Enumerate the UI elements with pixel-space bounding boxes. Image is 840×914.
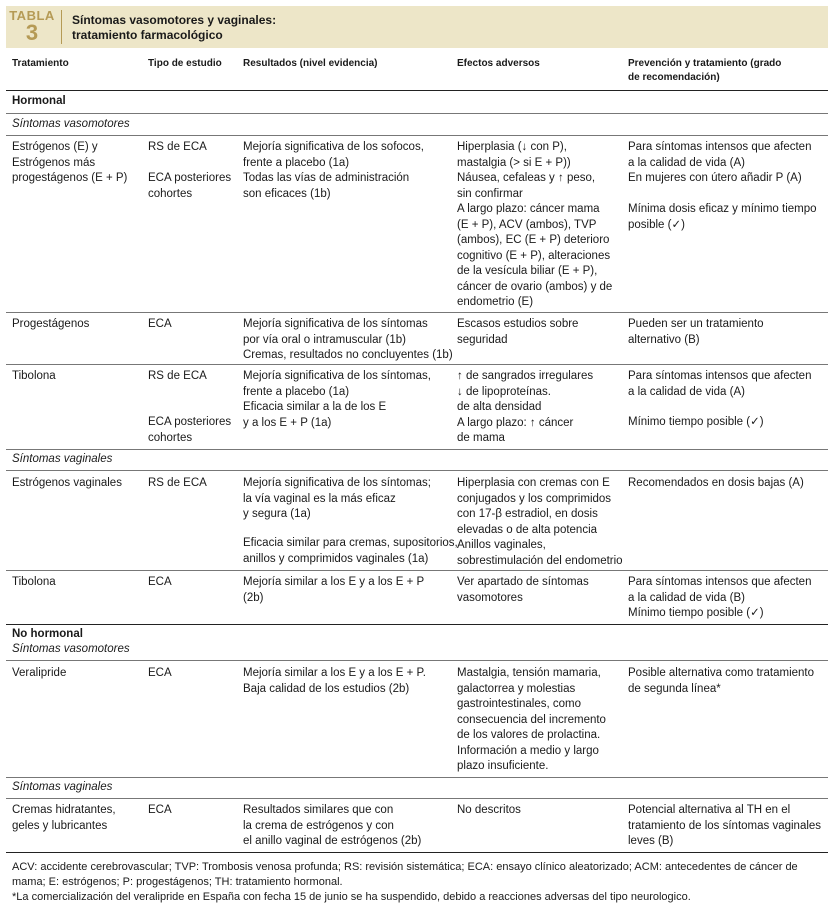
cell-line: Eficacia similar a la de los E [243, 401, 387, 413]
table-title-line: Síntomas vasomotores y vaginales: [72, 13, 277, 27]
cell-line: A largo plazo: ↑ cáncer [457, 416, 574, 429]
cell-line: anillos y comprimidos vaginales (1a) [243, 552, 429, 565]
cell-line: Cremas hidratantes, [12, 804, 116, 816]
cell-line: Resultados similares que con [243, 804, 394, 816]
cell-line: sobrestimulación del endometrio [457, 554, 623, 567]
row6-resultados [243, 666, 426, 697]
cell-line: cohortes [148, 187, 193, 200]
row4-resultados-b [243, 536, 458, 567]
row1-tipo-a: RS de ECA [148, 141, 207, 153]
subsection-vasomotores-2: Síntomas vasomotores [12, 643, 130, 655]
cell-line: Todas las vías de administración [243, 172, 410, 184]
cell-line: gastrointestinales, como [457, 698, 582, 710]
row1-tratamiento [12, 140, 127, 187]
row2-tratamiento: Progestágenos [12, 318, 90, 330]
cell-line: Escasos estudios sobre [457, 318, 579, 330]
row3-prevencion-a [628, 369, 811, 400]
table-title [72, 13, 276, 43]
cell-line: Mejoría significativa de los síntomas, [243, 370, 431, 382]
cell-line: elevadas o de alta potencia [457, 523, 598, 536]
row7-prevencion [628, 803, 821, 850]
row5-resultados [243, 575, 424, 606]
row1-resultados [243, 140, 424, 202]
cell-line: Mínimo tiempo posible (✓) [628, 607, 764, 619]
cell-line: Cremas, resultados no concluyentes (1b) [243, 349, 453, 361]
cell-line: Para síntomas intensos que afecten [628, 370, 812, 382]
cell-line: Pueden ser un tratamiento [628, 318, 764, 330]
table-label: TABLA [9, 8, 55, 23]
row5-efectos [457, 575, 589, 606]
cell-line: galactorrea y molestias [457, 682, 576, 695]
cell-line: el anillo vaginal de estrógenos (2b) [243, 835, 422, 847]
cell-line: Ver apartado de síntomas [457, 576, 589, 588]
row5-tipo: ECA [148, 576, 172, 588]
row4-prevencion: Recomendados en dosis bajas (A) [628, 477, 804, 489]
cell-line: Potencial alternativa al TH en el [628, 804, 791, 816]
row-rule [6, 449, 828, 450]
cell-line: Mínima dosis eficaz y mínimo tiempo [628, 203, 817, 215]
row6-tratamiento: Veralipride [12, 667, 67, 679]
row3-tipo-a: RS de ECA [148, 370, 207, 382]
row5-prevencion [628, 575, 811, 622]
cell-line: de los valores de prolactina. [457, 729, 601, 741]
cell-line: la crema de estrógenos y con [243, 819, 394, 832]
cell-line: tratamiento de los síntomas vaginales [628, 819, 822, 832]
cell-line: endometrio (E) [457, 296, 534, 308]
cell-line: ↓ de lipoproteínas. [457, 385, 551, 398]
column-header-line: Prevención y tratamiento (grado [628, 58, 782, 69]
cell-line: Mastalgia, tensión mamaria, [457, 667, 601, 679]
subsection-vasomotores: Síntomas vasomotores [12, 118, 130, 130]
cell-line: Baja calidad de los estudios (2b) [243, 682, 410, 695]
cell-line: por vía oral o intramuscular (1b) [243, 333, 406, 346]
footnote-line: mama; E: estrógenos; P: progestágenos; TH: tratamiento hormonal. [12, 876, 343, 888]
row7-tipo: ECA [148, 804, 172, 816]
row-rule [6, 660, 828, 661]
cell-line: de mama [457, 432, 505, 444]
row-rule [6, 364, 828, 365]
cell-line: Hiperplasia con cremas con E [457, 477, 610, 489]
cell-line: Para síntomas intensos que afecten [628, 576, 812, 588]
row1-tipo-b [148, 171, 231, 202]
table-bottom-rule [6, 852, 828, 853]
cell-line: ECA posteriores [148, 416, 232, 428]
cell-line: Náusea, cefaleas y ↑ peso, [457, 172, 596, 184]
cell-line: y a los E + P (1a) [243, 416, 332, 429]
cell-line: (ambos), EC (E + P) deterioro [457, 234, 610, 246]
column-header-tratamiento: Tratamiento [12, 58, 69, 69]
cell-line: ↑ de sangrados irregulares [457, 370, 594, 382]
cell-line: Hiperplasia (↓ con P), [457, 141, 567, 153]
column-header-tipo: Tipo de estudio [148, 58, 222, 69]
cell-line: de segunda línea* [628, 682, 721, 695]
cell-line: frente a placebo (1a) [243, 385, 350, 398]
cell-line: (2b) [243, 591, 264, 604]
row-rule [6, 135, 828, 136]
cell-line: Mejoría significativa de los síntomas [243, 318, 428, 330]
cell-line: mastalgia (> si E + P)) [457, 156, 571, 169]
row3-resultados [243, 369, 431, 431]
cell-line: geles y lubricantes [12, 819, 108, 832]
cell-line: cohortes [148, 431, 193, 444]
row7-resultados [243, 803, 421, 850]
cell-line: Anillos vaginales, [457, 539, 546, 551]
cell-line: En mujeres con útero añadir P (A) [628, 172, 802, 184]
table-title-line: tratamiento farmacológico [72, 28, 223, 42]
row3-tipo-b [148, 415, 231, 446]
cell-line: A largo plazo: cáncer mama [457, 203, 600, 215]
cell-line: Mejoría significativa de los sofocos, [243, 141, 424, 153]
row2-prevencion [628, 317, 764, 348]
row1-efectos [457, 140, 612, 311]
subsection-vaginales-2: Síntomas vaginales [12, 781, 113, 793]
cell-line: vasomotores [457, 591, 523, 604]
cell-line: seguridad [457, 333, 508, 346]
row3-efectos [457, 369, 593, 447]
column-header-efectos: Efectos adversos [457, 58, 540, 69]
cell-line: Estrógenos (E) y [12, 141, 98, 153]
row-rule [6, 470, 828, 471]
cell-line: posible (✓) [628, 218, 685, 231]
cell-line: Para síntomas intensos que afecten [628, 141, 812, 153]
row7-efectos: No descritos [457, 804, 521, 816]
cell-line: Posible alternativa como tratamiento [628, 667, 815, 679]
veralipride-footnote: *La comercialización del veralipride en España con fecha 15 de junio se ha suspendido, debido a reacciones adversas del tipo neurologico. [12, 891, 691, 903]
table-header-band [6, 6, 828, 48]
row-rule [6, 113, 828, 114]
cell-line: son eficaces (1b) [243, 187, 331, 200]
header-rule [6, 90, 828, 91]
cell-line: leves (B) [628, 835, 674, 847]
abbreviations-note [12, 860, 828, 890]
cell-line: Estrógenos más [12, 156, 96, 169]
cell-line: progestágenos (E + P) [12, 172, 128, 184]
section-hormonal: Hormonal [12, 95, 66, 107]
row4-tipo: RS de ECA [148, 477, 207, 489]
cell-line: y segura (1a) [243, 508, 311, 520]
table-number: 3 [25, 20, 39, 45]
cell-line: cognitivo (E + P), alteraciones [457, 249, 611, 262]
row7-tratamiento [12, 803, 116, 834]
cell-line: de la vesícula biliar (E + P), [457, 265, 598, 277]
cell-line: frente a placebo (1a) [243, 156, 350, 169]
cell-line: a la calidad de vida (A) [628, 385, 745, 398]
cell-line: a la calidad de vida (A) [628, 156, 745, 169]
cell-line: Eficacia similar para cremas, supositorios, [243, 537, 458, 549]
cell-line: a la calidad de vida (B) [628, 591, 745, 604]
subsection-vaginales: Síntomas vaginales [12, 453, 113, 465]
row1-prevencion-b [628, 202, 817, 233]
row-rule [6, 570, 828, 571]
row6-efectos [457, 666, 606, 775]
row4-efectos [457, 476, 623, 569]
cell-line: cáncer de ovario (ambos) y de [457, 280, 613, 293]
cell-line: (E + P), ACV (ambos), TVP [457, 218, 597, 231]
row6-tipo: ECA [148, 667, 172, 679]
row4-tratamiento: Estrógenos vaginales [12, 477, 122, 489]
cell-line: ECA posteriores [148, 172, 232, 184]
footnote-line: ACV: accidente cerebrovascular; TVP: Trombosis venosa profunda; RS: revisión sistemática; ECA: ensayo clínico aleatorizado; ACM: antecedentes de cáncer de [12, 861, 798, 873]
column-header-resultados: Resultados (nivel evidencia) [243, 58, 378, 69]
row-rule [6, 798, 828, 799]
cell-line: sin confirmar [457, 187, 523, 200]
row1-prevencion-a [628, 140, 811, 187]
cell-line: con 17-β estradiol, en dosis [457, 508, 598, 520]
section-rule [6, 624, 828, 625]
cell-line: Mejoría similar a los E y a los E + P [243, 576, 425, 588]
row4-resultados-a [243, 476, 431, 523]
column-header-prevencion [628, 57, 781, 85]
row2-tipo: ECA [148, 318, 172, 330]
row6-prevencion [628, 666, 814, 697]
cell-line: Mejoría significativa de los síntomas; [243, 477, 431, 489]
row3-tratamiento: Tibolona [12, 370, 56, 382]
column-header-line: de recomendación) [628, 72, 720, 83]
row-rule [6, 777, 828, 778]
cell-line: de alta densidad [457, 401, 542, 413]
cell-line: Mejoría similar a los E y a los E + P. [243, 667, 426, 679]
row3-prevencion-b: Mínimo tiempo posible (✓) [628, 416, 764, 428]
cell-line: plazo insuficiente. [457, 760, 549, 772]
cell-line: consecuencia del incremento [457, 713, 606, 726]
cell-line: alternativo (B) [628, 333, 700, 346]
table-label-box [6, 6, 58, 48]
cell-line: Información a medio y largo [457, 744, 599, 757]
section-no-hormonal: No hormonal [12, 628, 83, 640]
cell-line: la vía vaginal es la más eficaz [243, 492, 396, 505]
row2-resultados [243, 317, 453, 364]
header-divider [61, 10, 62, 44]
row2-efectos [457, 317, 578, 348]
cell-line: conjugados y los comprimidos [457, 492, 612, 505]
row-rule [6, 312, 828, 313]
row5-tratamiento: Tibolona [12, 576, 56, 588]
